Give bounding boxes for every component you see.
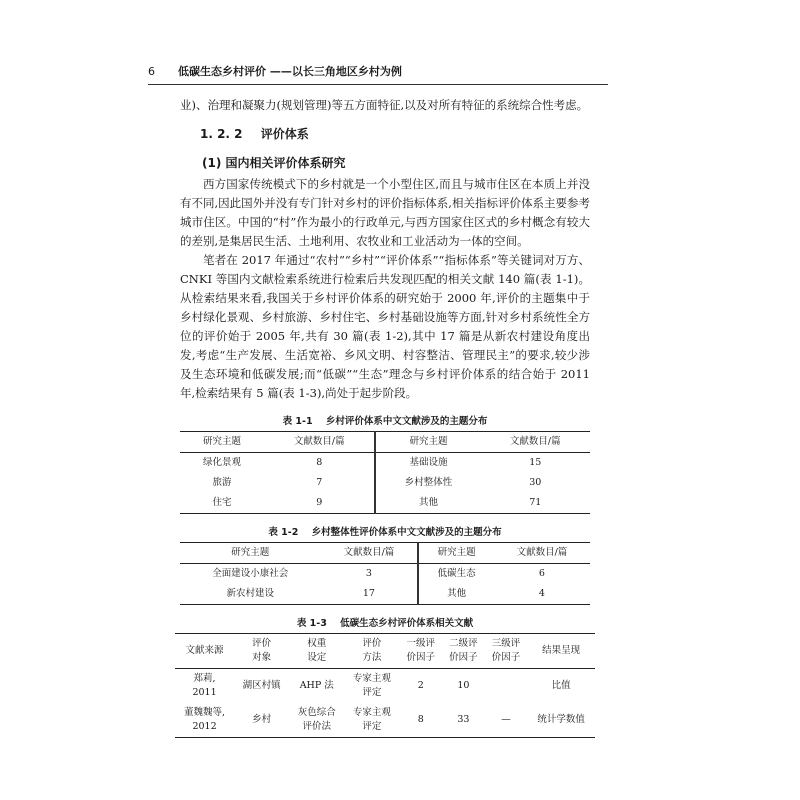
table-cell: 湖区村镇 (242, 680, 281, 691)
table-cell: 专家主观 评定 (344, 703, 399, 738)
table-cell: 8 (264, 453, 375, 474)
table-number: 表 1-2 (268, 527, 299, 538)
table-row (180, 473, 590, 493)
table-cell: 7 (264, 473, 375, 493)
table-cell: 2 (417, 680, 424, 691)
subsection-heading: (1) 国内相关评价体系研究 (202, 156, 346, 170)
table-cell: 新农村建设 (180, 584, 321, 605)
table-cell: 董魏魏等, 2012 (175, 703, 234, 738)
table-header-row (180, 543, 590, 564)
table-cell: 10 (457, 680, 470, 691)
table-1-3 (175, 633, 595, 738)
table-title: 乡村整体性评价体系中文文献涉及的主题分布 (311, 527, 502, 538)
table-cell: 基础设施 (409, 457, 448, 468)
table-row (175, 669, 595, 704)
table-cell: 郑莉, 2011 (192, 673, 217, 698)
table-cell: — (485, 703, 528, 738)
table-row (180, 564, 590, 585)
header-cell: 三级评 价因子 (485, 634, 528, 669)
table-cell: 9 (264, 493, 375, 514)
section-title: 评价体系 (260, 127, 309, 141)
section-number: 1. 2. 2 (200, 127, 243, 141)
header-cell: 二级评 价因子 (442, 634, 485, 669)
header-cell: 一级评 价因子 (399, 634, 442, 669)
table-row (175, 703, 595, 738)
running-title: 低碳生态乡村评价 ——以长三角地区乡村为例 (178, 65, 402, 78)
table-cell (485, 669, 528, 704)
table-row (180, 453, 590, 474)
table-row (180, 493, 590, 514)
table-cell: 比值 (551, 680, 571, 691)
header-cell: 结果呈现 (527, 634, 595, 669)
table-cell: 住宅 (180, 493, 264, 514)
header-cell: 评价 方法 (344, 634, 399, 669)
table-cell: 低碳生态 (437, 568, 476, 579)
header-cell: 文献数目/篇 (494, 543, 590, 564)
paragraph-continuation: 业)、治理和凝聚力(规划管理)等五方面特征,以及对所有特征的系统综合性考虑。 (180, 98, 589, 112)
table-title: 乡村评价体系中文文献涉及的主题分布 (325, 416, 488, 427)
table-number: 表 1-3 (296, 618, 327, 629)
table-cell: 乡村 (234, 703, 289, 738)
header-cell: 文献来源 (175, 634, 234, 669)
page-number: 6 (148, 65, 155, 78)
table-cell: 专家主观 评定 (352, 673, 391, 698)
table-cell: 4 (494, 584, 590, 605)
header-cell: 研究主题 (180, 432, 264, 453)
table-cell: 全面建设小康社会 (212, 568, 289, 579)
header-cell: 文献数目/篇 (481, 432, 590, 453)
page-body (180, 96, 590, 738)
table-cell: 15 (529, 457, 542, 468)
table-1-3-caption (180, 615, 590, 629)
running-header (148, 62, 608, 85)
header-cell: 研究主题 (375, 432, 480, 453)
table-cell: 3 (321, 564, 419, 585)
table-1-2 (180, 542, 590, 605)
table-cell: AHP 法 (299, 680, 334, 691)
table-cell: 其他 (418, 584, 494, 605)
table-cell: 其他 (375, 493, 480, 514)
table-cell: 旅游 (212, 477, 232, 488)
table-cell: 71 (481, 493, 590, 514)
header-cell: 研究主题 (418, 543, 494, 564)
table-1-2-caption (180, 524, 590, 538)
table-cell: 灰色综合 评价法 (289, 703, 344, 738)
table-cell: 17 (321, 584, 419, 605)
table-header-row (175, 634, 595, 669)
header-cell: 评价 对象 (234, 634, 289, 669)
header-cell: 研究主题 (180, 543, 321, 564)
table-title: 低碳生态乡村评价体系相关文献 (340, 618, 474, 629)
table-number: 表 1-1 (282, 416, 313, 427)
table-cell: 统计学数值 (527, 703, 595, 738)
header-cell: 文献数目/篇 (264, 432, 375, 453)
table-cell: 乡村整体性 (404, 477, 453, 488)
header-cell: 权重 设定 (289, 634, 344, 669)
table-row (180, 584, 590, 605)
table-cell: 绿化景观 (203, 457, 242, 468)
paragraph-1: 西方国家传统模式下的乡村就是一个小型住区,而且与城市住区在本质上并没有不同,因此国外并没有专门针对乡村的评价指标体系,相关指标评价体系主要参考城市住区。中国的“村”作为最小的行政单元,与西方国家住区式的乡村概念有较大的差别,是集居民生活、土地利用、农牧业和工业活动为一体的空间。 (180, 177, 590, 248)
table-cell: 33 (442, 703, 485, 738)
header-cell: 文献数目/篇 (321, 543, 419, 564)
table-cell: 8 (399, 703, 442, 738)
table-1-1 (180, 431, 590, 514)
table-header-row (180, 432, 590, 453)
table-1-1-caption (180, 413, 590, 427)
section-heading (200, 125, 590, 142)
table-cell: 6 (538, 568, 545, 579)
paragraph-2: 笔者在 2017 年通过“农村”“乡村”“评价体系”“指标体系”等关键词对万方、CNKI 等国内文献检索系统进行检索后共发现匹配的相关文献 140 篇(表 1-1)。从检索结果来看,我国关于乡村评价体系的研究始于 2000 年,评价的主题集中于乡村绿化景观、乡村旅游、乡村住宅、乡村基础设施等方面,针对乡村系统性全方位的评价始于 2005 年,共有 30 篇(表 1-2),其中 17 篇是从新农村建设角度出发,考虑“生产发展、生活宽裕、乡风文明、村容整洁、管理民主”的要求,较少涉及生态环境和低碳发展;而“低碳”“生态”理念与乡村评价体系的结合始于 2011 年,检索结果有 5 篇(表 1-3),尚处于起步阶段。 (180, 253, 590, 400)
table-cell: 30 (529, 477, 542, 488)
